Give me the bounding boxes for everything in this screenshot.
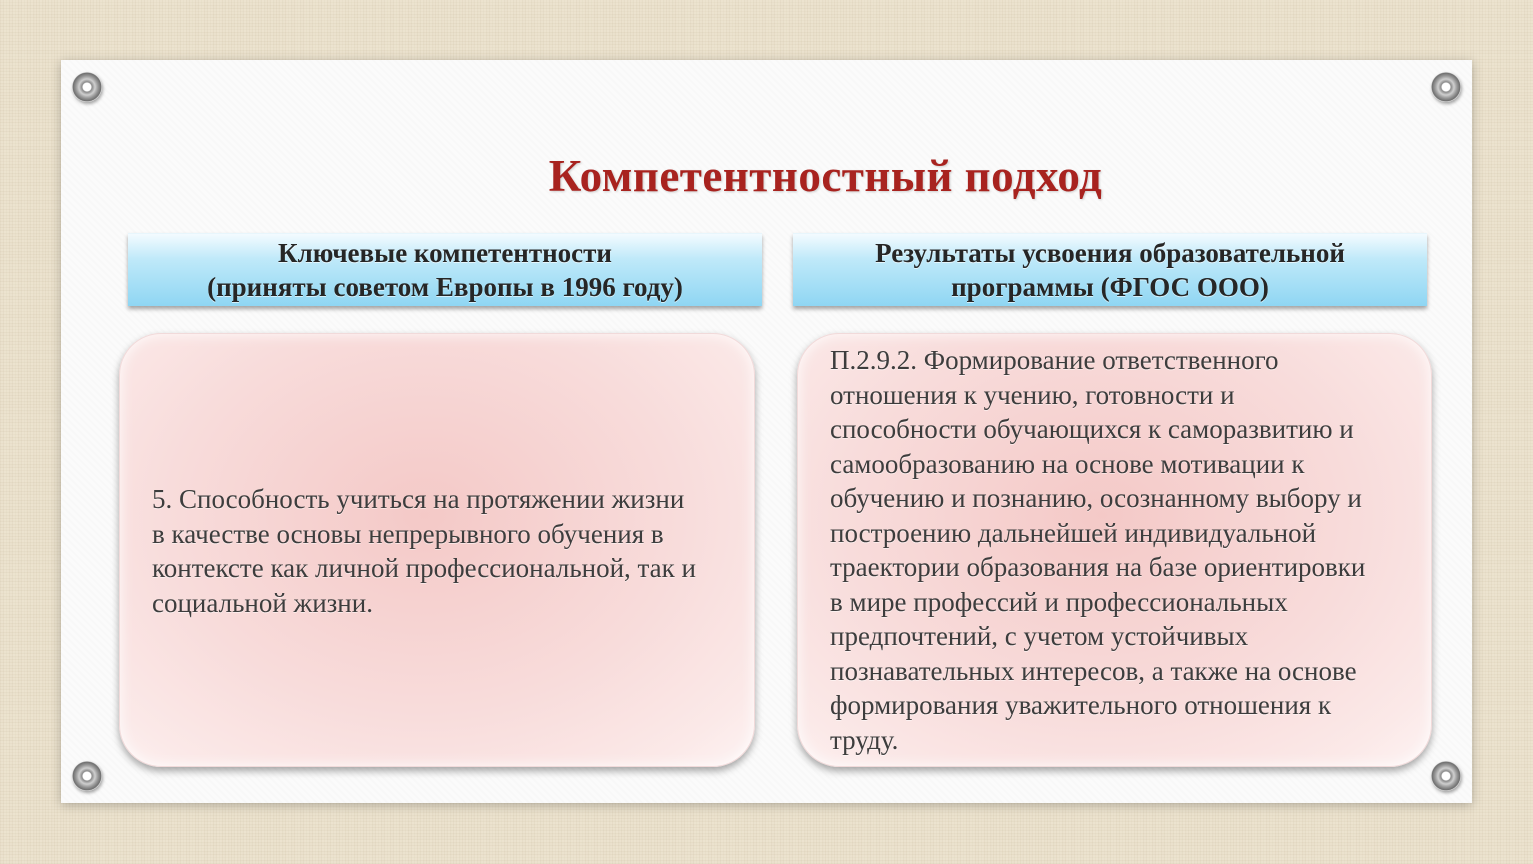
right-card-line: познавательных интересов, а также на основе [830,655,1357,686]
right-card-line: обучению и познанию, осознанному выбору и [830,483,1362,513]
grommet-top-left-icon [72,72,102,102]
right-card-line: построению дальнейшей индивидуальной [830,517,1317,548]
right-card-line: самообразованию на основе мотивации к [830,448,1305,479]
left-card-text [152,482,732,620]
right-header-line-1: Результаты усвоения образовательной [875,238,1345,268]
right-card-text [830,343,1420,757]
right-card-line: траектории образования на базе ориентировки [830,552,1366,582]
right-header-line-2: программы (ФГОС ООО) [951,272,1269,302]
slide-title: Компетентностный подход [548,151,1103,201]
right-card-line: способности обучающихся к саморазвитию и [830,414,1354,444]
left-header-line-1: Ключевые компетентности [278,238,612,268]
right-card-line: отношения к учению, готовности и [830,379,1235,410]
left-header-box [128,233,762,306]
right-card-line: в мире профессий и профессиональных [830,586,1288,617]
grommet-top-right-icon [1431,72,1461,102]
left-header-line-2: (приняты советом Европы в 1996 году) [207,272,683,302]
left-card-line: 5. Способность учиться на протяжении жизни [152,484,685,514]
grommet-bottom-right-icon [1431,761,1461,791]
right-card-line: формирования уважительного отношения к [830,690,1332,720]
left-card-line: социальной жизни. [152,587,373,618]
left-card-line: контексте как личной профессиональной, так и [152,553,696,583]
right-header-box [793,233,1427,306]
grommet-bottom-left-icon [72,761,102,791]
left-content-card [119,333,755,767]
right-content-card [797,333,1432,767]
left-card-line: в качестве основы непрерывного обучения в [152,518,664,549]
right-card-line: предпочтений, с учетом устойчивых [830,621,1249,651]
right-card-line: П.2.9.2. Формирование ответственного [830,345,1279,375]
right-card-line: труду. [830,724,899,755]
